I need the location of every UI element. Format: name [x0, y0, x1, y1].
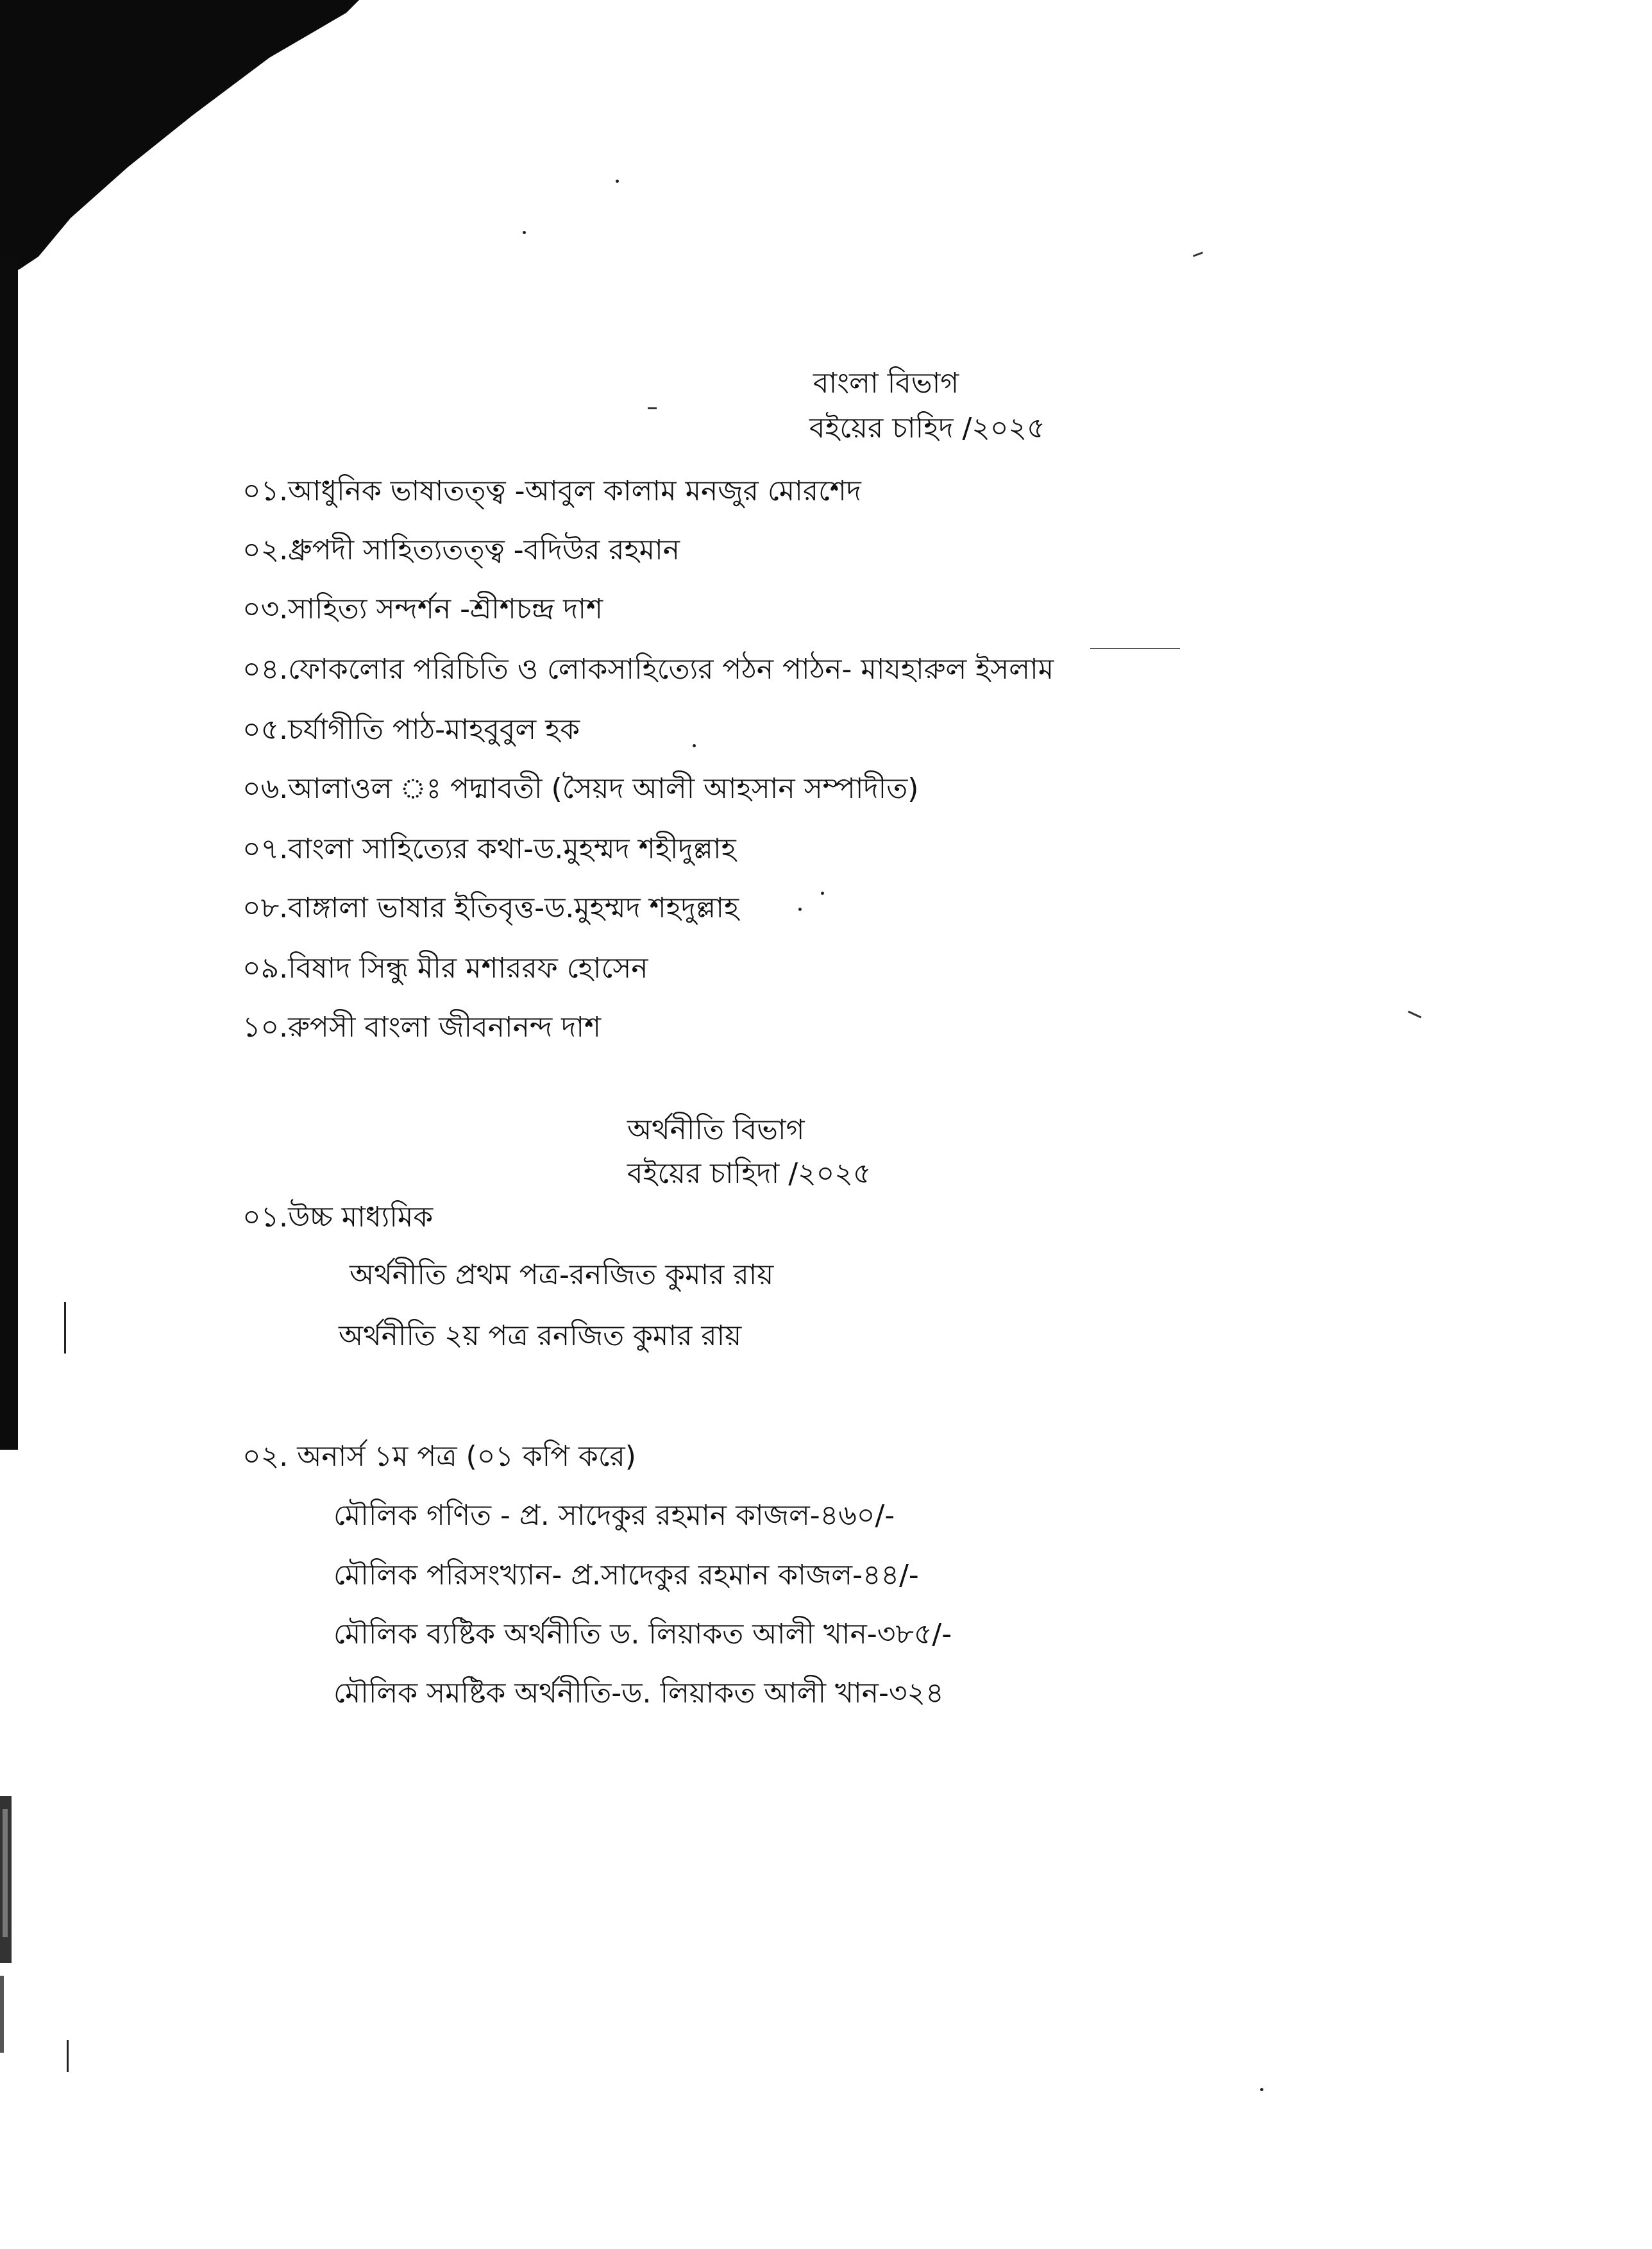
scan-speck: [693, 744, 696, 747]
bangla-demand-title: বইয়ের চাহিদ /২০২৫: [809, 412, 1045, 445]
bangla-book-item: ১০.রুপসী বাংলা জীবনানন্দ দাশ: [242, 1011, 602, 1044]
scan-speck: [1408, 1010, 1421, 1018]
scan-speck: [821, 892, 824, 895]
bangla-department-title: বাংলা বিভাগ: [813, 367, 959, 400]
scan-speck: [1193, 251, 1203, 257]
scan-corner-shadow: [0, 0, 385, 295]
scan-left-noise: [0, 1450, 23, 2249]
bangla-book-item: ০৪.ফোকলোর পরিচিতি ও লোকসাহিত্যের পঠন পাঠন- মাযহারুল ইসলাম: [242, 653, 1054, 686]
bangla-book-item: ০৯.বিষাদ সিন্ধু মীর মশাররফ হোসেন: [242, 952, 648, 985]
economics-group2-item: মৌলিক পরিসংখ্যান- প্র.সাদেকুর রহমান কাজল-৪৪/-: [333, 1559, 919, 1591]
economics-group1-item: অর্থনীতি প্রথম পত্র-রনজিত কুমার রায়: [350, 1259, 774, 1291]
bangla-book-item: ০২.ধ্রুপদী সাহিত্যতত্ত্ব -বদিউর রহমান: [242, 534, 680, 566]
economics-group2-heading: ০২. অনার্স ১ম পত্র (০১ কপি করে): [242, 1440, 636, 1473]
scan-mark: [67, 2040, 69, 2072]
scan-left-edge: [0, 257, 18, 1450]
economics-group2-item: মৌলিক সমষ্টিক অর্থনীতি-ড. লিয়াকত আলী খান-৩২৪: [333, 1677, 944, 1710]
scan-speck: [523, 231, 526, 234]
scan-speck: [1260, 2088, 1263, 2091]
economics-department-title: অর্থনীতি বিভাগ: [627, 1114, 805, 1146]
economics-group1-heading: ০১.উচ্চ মাধ্যমিক: [242, 1201, 434, 1234]
scan-speck: [648, 407, 657, 409]
bangla-book-item: ০৭.বাংলা সাহিত্যের কথা-ড.মুহম্মদ শহীদুল্লাহ: [242, 833, 736, 865]
economics-group2-item: মৌলিক গণিত - প্র. সাদেকুর রহমান কাজল-৪৬০/-: [333, 1499, 895, 1532]
scan-speck: [616, 180, 619, 183]
economics-group2-item: মৌলিক ব্যষ্টিক অর্থনীতি ড. লিয়াকত আলী খান-৩৮৫/-: [333, 1618, 952, 1651]
bangla-book-item: ০৩.সাহিত্য সন্দর্শন -শ্রীশচন্দ্র দাশ: [242, 593, 603, 625]
bangla-book-item: ০৮.বাঙ্গালা ভাষার ইতিবৃত্ত-ড.মুহম্মদ শহদুল্লাহ: [242, 892, 739, 924]
bangla-book-item: ০৫.চর্যাগীতি পাঠ-মাহবুবুল হক: [242, 713, 580, 746]
bangla-book-item: ০৬.আলাওল ঃ পদ্মাবতী (সৈয়দ আলী আহসান সম্পাদীত): [242, 772, 919, 805]
scan-speck: [798, 908, 802, 911]
bangla-book-item: ০১.আধুনিক ভাষাতত্ত্ব -আবুল কালাম মনজুর মোরশেদ: [242, 475, 861, 507]
scan-mark: [64, 1302, 66, 1354]
scan-speck: [1090, 648, 1180, 649]
economics-group1-item: অর্থনীতি ২য় পত্র রনজিত কুমার রায়: [339, 1320, 742, 1352]
economics-demand-title: বইয়ের চাহিদা /২০২৫: [627, 1157, 872, 1190]
